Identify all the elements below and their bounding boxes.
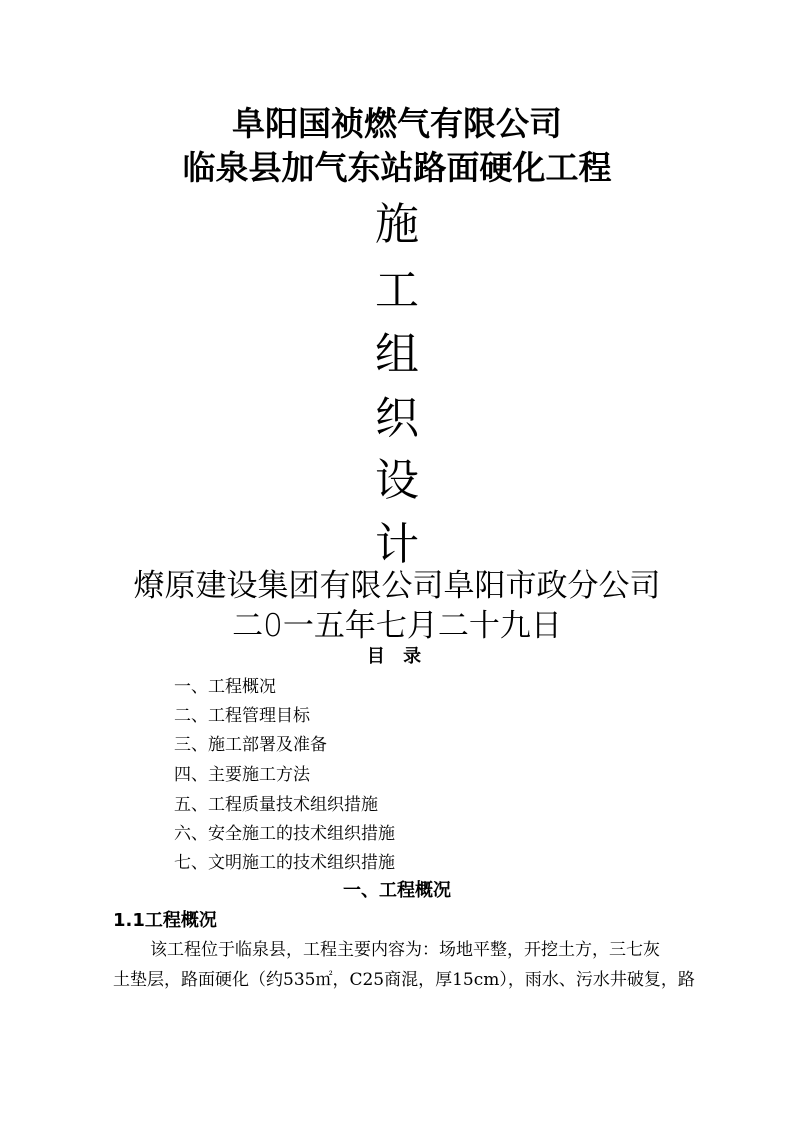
toc-item: 三、施工部署及准备 bbox=[174, 735, 327, 755]
document-title-line-1: 阜阳国祯燃气有限公司 bbox=[232, 104, 562, 143]
vertical-title-char: 织 bbox=[375, 393, 419, 444]
company-name: 燎原建设集团有限公司阜阳市政分公司 bbox=[133, 568, 661, 604]
body-paragraph-line: 该工程位于临泉县，工程主要内容为：场地平整，开挖土方，三七灰 bbox=[150, 940, 660, 960]
toc-item: 一、工程概况 bbox=[174, 677, 276, 697]
document-date: 二0一五年七月二十九日 bbox=[232, 608, 562, 644]
toc-item: 二、工程管理目标 bbox=[174, 706, 310, 726]
vertical-title-char: 施 bbox=[375, 199, 419, 250]
toc-item: 六、安全施工的技术组织措施 bbox=[174, 824, 395, 844]
toc-item: 四、主要施工方法 bbox=[174, 765, 310, 785]
document-title-line-2: 临泉县加气东站路面硬化工程 bbox=[182, 148, 612, 187]
subsection-heading: 1.1工程概况 bbox=[113, 910, 217, 931]
section-heading: 一、工程概况 bbox=[343, 880, 451, 901]
vertical-title-char: 计 bbox=[375, 519, 419, 570]
vertical-title-char: 设 bbox=[375, 455, 419, 506]
toc-title: 目 录 bbox=[366, 646, 428, 667]
vertical-title-char: 工 bbox=[375, 265, 419, 316]
toc-item: 七、文明施工的技术组织措施 bbox=[174, 853, 395, 873]
toc-item: 五、工程质量技术组织措施 bbox=[174, 795, 378, 815]
body-paragraph-line: 土垫层，路面硬化（约535㎡，C25商混，厚15cm），雨水、污水井破复，路 bbox=[113, 970, 695, 990]
vertical-title-char: 组 bbox=[375, 329, 419, 380]
